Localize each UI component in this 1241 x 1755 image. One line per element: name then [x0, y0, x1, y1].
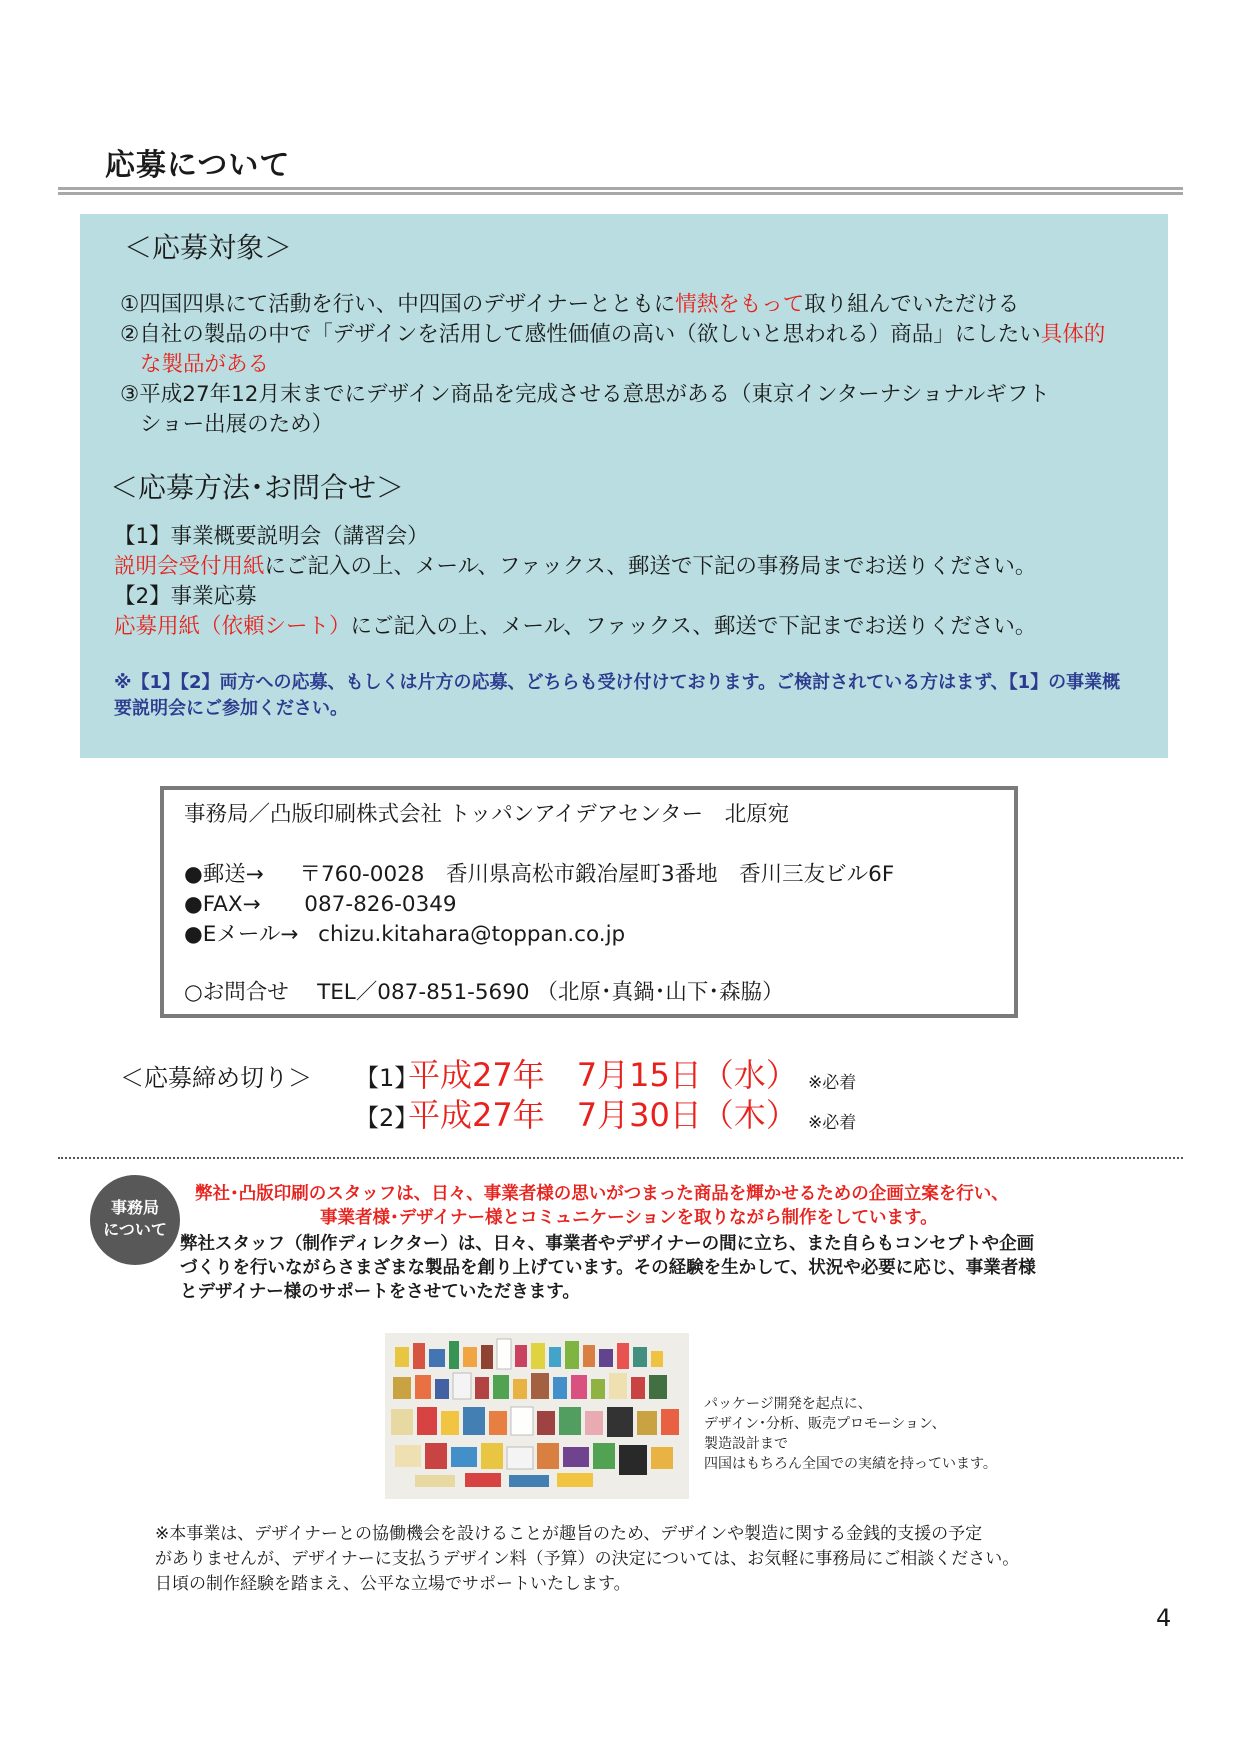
page-number: 4	[1156, 1604, 1172, 1632]
application-info-panel	[80, 214, 1168, 758]
footnote-line3: 日頃の制作経験を踏まえ、公平な立場でサポートいたします。	[155, 1574, 631, 1594]
office-about-red-line1: 弊社･凸版印刷のスタッフは、日々、事業者様の思いがつまった商品を輝かせるための企画立案を行い、	[195, 1184, 1009, 1204]
email-link[interactable]: chizu.kitahara@toppan.co.jp	[318, 922, 626, 947]
deadline-label: ＜応募締め切り＞	[120, 1064, 312, 1092]
page-title: 応募について	[105, 148, 291, 183]
deadline-1-note: ※必着	[808, 1073, 857, 1093]
fax-label: ●FAX→	[184, 892, 261, 917]
target-item-2: ②自社の製品の中で「デザインを活用して感性価値の高い（欲しいと思われる）商品」にしたい具体的	[120, 322, 1106, 347]
footnote-line1: ※本事業は、デザイナーとの協働機会を設けることが趣旨のため、デザインや製造に関する金銭的支援の予定	[155, 1524, 983, 1544]
footnote-line2: がありませんが、デザイナーに支払うデザイン料（予算）の決定については、お気軽に事務局にご相談ください。	[155, 1549, 1020, 1569]
contact-box	[160, 786, 1018, 1018]
office-about-red-line2: 事業者様･デザイナー様とコミュニケーションを取りながら制作をしています。	[320, 1208, 938, 1228]
office-about-line2: づくりを行いながらさまざまな製品を創り上げています。その経験を生かして、状況や必要に応じ、事業者様	[180, 1258, 1036, 1278]
target-heading: ＜応募対象＞	[124, 231, 293, 264]
photo-caption-line3: 製造設計まで	[704, 1436, 788, 1452]
method-step1-title: 【1】事業概要説明会（講習会）	[114, 524, 429, 549]
deadline-2-note: ※必着	[808, 1113, 857, 1133]
target-item-3: ③平成27年12月末までにデザイン商品を完成させる意思がある（東京インターナショナルギフト	[120, 382, 1050, 407]
package-products-photo	[385, 1333, 689, 1499]
method-step2-title: 【2】事業応募	[114, 584, 257, 609]
target-item-3-cont: ショー出展のため）	[140, 412, 334, 437]
office-name: 事務局／凸版印刷株式会社 トッパンアイデアセンター 北原宛	[184, 802, 790, 827]
deadline-2-date: 平成27年 7月30日（木）	[408, 1096, 798, 1134]
office-about-line1: 弊社スタッフ（制作ディレクター）は、日々、事業者やデザイナーの間に立ち、また自らもコンセプトや企画	[180, 1234, 1035, 1254]
mail-label: ●郵送→	[184, 862, 264, 887]
method-step2-text: 応募用紙（依頼シート）にご記入の上、メール、ファックス、郵送で下記までお送りください。	[114, 614, 1037, 639]
target-item-2-cont: な製品がある	[140, 352, 270, 377]
email-row	[184, 920, 625, 950]
photo-caption-line1: パッケージ開発を起点に、	[704, 1396, 872, 1412]
method-heading: ＜応募方法･お問合せ＞	[110, 471, 405, 504]
fax-number: 087-826-0349	[304, 892, 457, 917]
deadline-1-number: 【1】	[355, 1064, 419, 1092]
target-item-1: ①四国四県にて活動を行い、中四国のデザイナーとともに情熱をもって取り組んでいただける	[120, 292, 1020, 317]
inquiry-row: ○お問合せ TEL／087-851-5690 （北原･真鍋･山下･森脇）	[184, 980, 784, 1005]
method-note-line2: 要説明会にご参加ください。	[114, 698, 348, 719]
email-label: ●Eメール→	[184, 922, 299, 947]
photo-caption-line2: デザイン･分析、販売プロモーション、	[704, 1416, 946, 1432]
fax-row	[184, 890, 457, 920]
title-divider	[58, 187, 1183, 195]
deadline-2-number: 【2】	[355, 1104, 419, 1132]
mail-address: 〒760-0028 香川県高松市鍛冶屋町3番地 香川三友ビル6F	[299, 862, 895, 887]
mail-address-row	[184, 860, 894, 890]
office-about-line3: とデザイナー様のサポートをさせていただきます。	[180, 1282, 580, 1302]
office-about-badge: 事務局 について	[90, 1175, 180, 1265]
deadline-1-date: 平成27年 7月15日（水）	[408, 1056, 798, 1094]
section-divider	[58, 1157, 1183, 1159]
photo-caption-line4: 四国はもちろん全国での実績を持っています。	[704, 1456, 997, 1472]
method-step1-text: 説明会受付用紙にご記入の上、メール、ファックス、郵送で下記の事務局までお送りください。	[114, 554, 1037, 579]
method-note-line1: ※【1】【2】両方への応募、もしくは片方の応募、どちらも受け付けております。ご検討されている方はまず、【1】の事業概	[114, 672, 1121, 693]
